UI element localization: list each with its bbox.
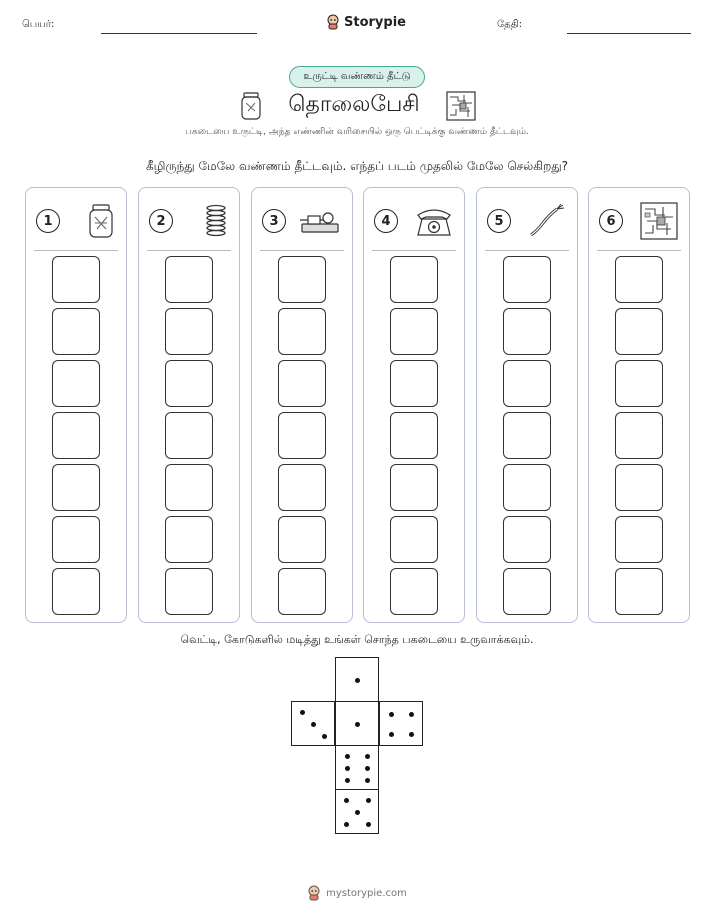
color-box[interactable] — [615, 360, 663, 407]
color-box[interactable] — [615, 256, 663, 303]
color-box[interactable] — [165, 308, 213, 355]
die-pip — [366, 822, 371, 827]
column-divider — [260, 250, 344, 251]
die-pip — [365, 754, 370, 759]
color-box[interactable] — [503, 464, 551, 511]
color-box[interactable] — [390, 308, 438, 355]
activity-badge: உருட்டி வண்ணம் தீட்டு — [289, 66, 425, 88]
column-number: 1 — [36, 209, 60, 233]
color-box[interactable] — [503, 256, 551, 303]
die-pip — [344, 798, 349, 803]
color-box[interactable] — [52, 256, 100, 303]
color-box[interactable] — [165, 256, 213, 303]
color-box[interactable] — [390, 360, 438, 407]
die-pip — [344, 822, 349, 827]
die-pip — [409, 712, 414, 717]
brand-logo — [326, 14, 406, 30]
color-box[interactable] — [52, 464, 100, 511]
color-box[interactable] — [165, 568, 213, 615]
column-number: 2 — [149, 209, 173, 233]
color-box[interactable] — [165, 516, 213, 563]
color-box[interactable] — [615, 516, 663, 563]
die-face-top — [335, 657, 379, 702]
color-box[interactable] — [390, 464, 438, 511]
color-box[interactable] — [503, 568, 551, 615]
color-box[interactable] — [503, 308, 551, 355]
cable-wire-icon — [527, 203, 567, 239]
die-instruction: வெட்டி, கோடுகளில் மடித்து உங்கள் சொந்த பகடையை உருவாக்கவும். — [180, 633, 534, 646]
footer — [0, 885, 714, 901]
storypie-mascot-icon — [326, 14, 340, 30]
die-face-left — [291, 701, 335, 746]
die-face-center — [335, 701, 379, 746]
die-pip — [322, 734, 327, 739]
column-number: 5 — [487, 209, 511, 233]
die-pip — [355, 722, 360, 727]
rotary-telephone-icon — [414, 205, 454, 237]
color-box[interactable] — [52, 360, 100, 407]
die-pip — [365, 766, 370, 771]
circuit-board-icon — [639, 201, 679, 241]
color-box[interactable] — [52, 516, 100, 563]
activity-subtitle: பகடையை உருட்டி, அந்த எண்ணின் வரிசையில் ஒரு பெட்டிக்கு வண்ணம் தீட்டவும். — [185, 127, 529, 137]
activity-instruction: கீழிருந்து மேலே வண்ணம் தீட்டவும். எந்தப் படம் முதலில் மேலே செல்கிறது? — [145, 159, 569, 173]
column-divider — [597, 250, 681, 251]
die-pip — [409, 732, 414, 737]
color-box[interactable] — [278, 516, 326, 563]
storypie-mascot-icon — [307, 885, 321, 901]
column-divider — [372, 250, 456, 251]
color-box[interactable] — [52, 568, 100, 615]
name-line[interactable] — [101, 33, 257, 34]
color-box[interactable] — [278, 308, 326, 355]
die-pip — [389, 712, 394, 717]
color-box[interactable] — [165, 412, 213, 459]
die-pip — [345, 778, 350, 783]
die-face-bottom — [335, 745, 379, 790]
die-pip — [365, 778, 370, 783]
color-box[interactable] — [278, 412, 326, 459]
color-box[interactable] — [165, 360, 213, 407]
color-box[interactable] — [165, 464, 213, 511]
color-box[interactable] — [390, 412, 438, 459]
die-pip — [311, 722, 316, 727]
color-box[interactable] — [503, 516, 551, 563]
telegraph-icon — [298, 206, 342, 236]
column-4 — [363, 187, 465, 623]
date-label: தேதி: — [497, 19, 523, 30]
name-label: பெயர்: — [22, 19, 55, 30]
column-number: 6 — [599, 209, 623, 233]
color-box[interactable] — [390, 256, 438, 303]
date-line[interactable] — [567, 33, 691, 34]
brand-name: Storypie — [344, 14, 406, 30]
title-row — [240, 89, 476, 123]
die-pip — [355, 810, 360, 815]
die-pip — [345, 766, 350, 771]
color-box[interactable] — [503, 360, 551, 407]
color-box[interactable] — [615, 308, 663, 355]
color-box[interactable] — [615, 568, 663, 615]
column-3 — [251, 187, 353, 623]
color-box[interactable] — [390, 568, 438, 615]
column-1 — [25, 187, 127, 623]
color-box[interactable] — [615, 412, 663, 459]
die-pip — [389, 732, 394, 737]
color-box[interactable] — [278, 568, 326, 615]
color-box[interactable] — [52, 412, 100, 459]
column-number: 3 — [262, 209, 286, 233]
column-5 — [476, 187, 578, 623]
page-title: தொலைபேசி — [288, 92, 420, 117]
die-pip — [355, 678, 360, 683]
column-divider — [485, 250, 569, 251]
color-box[interactable] — [503, 412, 551, 459]
color-box[interactable] — [615, 464, 663, 511]
column-6 — [588, 187, 690, 623]
color-box[interactable] — [52, 308, 100, 355]
die-pip — [366, 798, 371, 803]
die-face-back — [335, 789, 379, 834]
column-2 — [138, 187, 240, 623]
footer-site[interactable]: mystorypie.com — [326, 887, 407, 899]
color-box[interactable] — [278, 256, 326, 303]
circuit-board-icon — [446, 91, 476, 121]
color-box[interactable] — [278, 360, 326, 407]
spring-coil-icon — [203, 203, 229, 239]
jar-icon — [240, 91, 262, 121]
jar-icon — [86, 203, 116, 239]
column-divider — [147, 250, 231, 251]
die-pip — [300, 710, 305, 715]
die-pip — [345, 754, 350, 759]
color-box[interactable] — [278, 464, 326, 511]
die-face-right — [379, 701, 423, 746]
color-box[interactable] — [390, 516, 438, 563]
column-divider — [34, 250, 118, 251]
column-number: 4 — [374, 209, 398, 233]
